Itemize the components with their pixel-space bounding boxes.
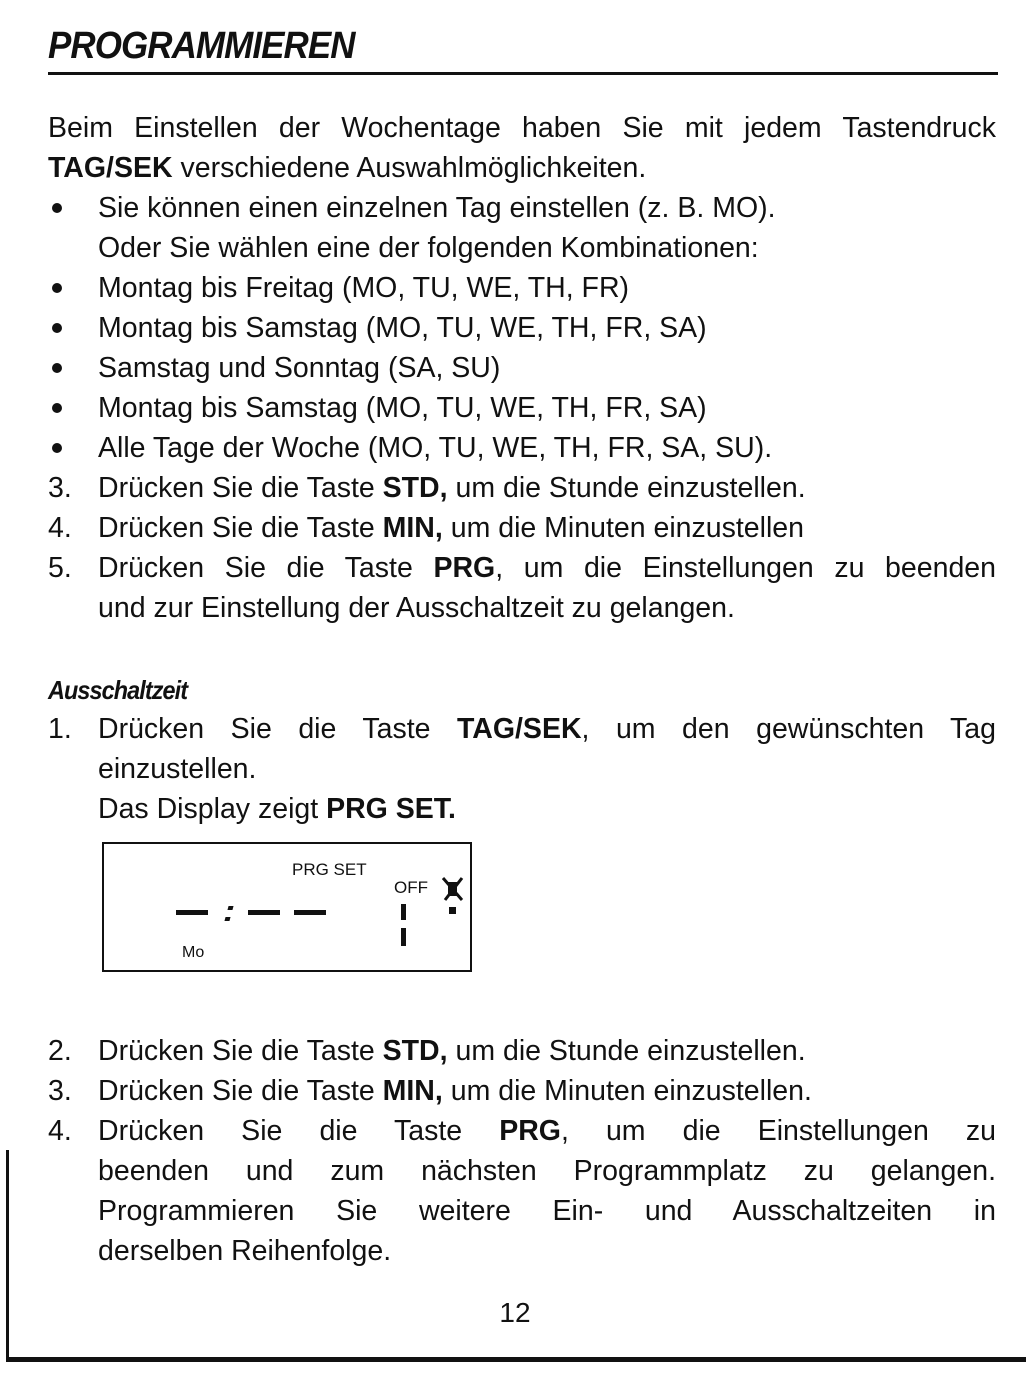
lcd-display-illustration [102,842,472,972]
list-item-text: Alle Tage der Woche (MO, TU, WE, TH, FR, SA, SU). [98,432,773,464]
list-item-text: Montag bis Freitag (MO, TU, WE, TH, FR) [98,272,630,304]
step-item [48,468,996,508]
bullet-icon [52,403,62,413]
step-text [98,508,804,548]
intro-line-1: Beim Einstellen der Wochentage haben Sie mit jedem Tastendruck [48,112,996,144]
step-text-pre: Drücken Sie die Taste [98,512,383,544]
step-item-continuation [48,1191,996,1231]
title-underline [48,72,998,75]
step-text: derselben Reihenfolge. [98,1235,392,1267]
step-text [98,1071,812,1111]
step-text [98,709,996,749]
lcd-dash-segment [248,910,280,915]
step-text-post: um die Stunde einzustellen. [447,1035,806,1067]
bullet-icon [52,363,62,373]
step-text [98,1111,996,1151]
list-item-text: Samstag und Sonntag (SA, SU) [98,352,501,384]
list-item [48,188,996,228]
lcd-prg-set-label: PRG SET [292,860,367,879]
step-text-post: um die Stunde einzustellen. [447,472,806,504]
list-item [48,388,996,428]
bullet-icon [52,283,62,293]
lcd-colon-dot [227,906,233,910]
step-text [98,789,456,829]
lcd-dash-segment [294,910,326,915]
step-text-pre: Drücken Sie die Taste [98,1075,383,1107]
intro-line-2-rest: verschiedene Auswahlmöglichkeiten. [172,152,647,184]
section-heading: Ausschaltzeit [48,675,188,705]
step-text-post: um die Minuten einzustellen. [442,1075,812,1107]
step-item [48,1071,996,1111]
step-text-post: , um die Einstellungen zu beenden [495,552,997,584]
step-item [48,709,996,749]
step-text-post: um die Minuten einzustellen [442,512,805,544]
list-item-text: Sie können einen einzelnen Tag einstellen (z. B. MO). [98,192,776,224]
step-text: Programmieren Sie weitere Ein- und Ausschaltzeiten in [98,1195,996,1227]
key-std: STD, [382,1035,448,1067]
step-text: einzustellen. [98,753,257,785]
list-item [48,348,996,388]
step-item-continuation [48,749,996,789]
step-number: 1. [48,713,72,745]
step-number: 4. [48,512,72,544]
key-min: MIN, [382,1075,443,1107]
lcd-off-symbol-icon [442,876,464,916]
list-item-text: Montag bis Samstag (MO, TU, WE, TH, FR, SA) [98,312,707,344]
lcd-dash-segment [176,910,208,915]
page-bottom-rule [6,1357,1026,1362]
step-text-pre: Drücken Sie die Taste [98,713,457,745]
key-prg: PRG [433,552,496,584]
step-number: 5. [48,552,72,584]
step-item-continuation [48,1151,996,1191]
key-tag-sek: TAG/SEK [48,152,173,184]
bullet-icon [52,443,62,453]
key-tag-sek: TAG/SEK [456,713,582,745]
intro-line-2 [48,148,646,188]
step-item-continuation [48,1231,996,1271]
key-prg: PRG [499,1115,561,1147]
step-number: 4. [48,1115,72,1147]
page-title: PROGRAMMIEREN [48,25,355,67]
step-item-continuation [48,588,996,628]
key-min: MIN, [382,512,443,544]
step-item [48,548,996,588]
list-item [48,268,996,308]
lcd-off-label: OFF [394,878,428,897]
step-text-pre: Drücken Sie die Taste [98,1115,500,1147]
page-edge-line [6,1150,9,1360]
key-prg-set: PRG SET. [326,793,456,825]
step-text-post: , um die Einstellungen zu [560,1115,996,1147]
step-text-pre: Drücken Sie die Taste [98,1035,383,1067]
lcd-colon-dot [224,917,230,921]
list-item [48,428,996,468]
step-item [48,1031,996,1071]
step-item-continuation [48,789,996,829]
list-item-text: Montag bis Samstag (MO, TU, WE, TH, FR, SA) [98,392,707,424]
bullet-icon [52,323,62,333]
step-text-pre: Das Display zeigt [98,793,327,825]
step-text-post: , um den gewünschten Tag [581,713,996,745]
list-item [48,308,996,348]
step-number: 2. [48,1035,72,1067]
step-text: beenden und zum nächsten Programmplatz zu gelangen. [98,1155,996,1187]
step-number: 3. [48,1075,72,1107]
lcd-digit-segment [401,904,406,920]
key-std: STD, [382,472,448,504]
step-item [48,508,996,548]
step-text [98,468,806,508]
lcd-day-label: Mo [182,944,205,961]
list-item-text: Oder Sie wählen eine der folgenden Kombinationen: [98,232,759,264]
bullet-icon [52,203,62,213]
step-text [98,548,996,588]
list-item-continuation [48,228,996,268]
step-number: 3. [48,472,72,504]
step-text-pre: Drücken Sie die Taste [98,552,434,584]
lcd-digit-segment [401,928,406,946]
step-text [98,1031,806,1071]
step-text: und zur Einstellung der Ausschaltzeit zu gelangen. [98,592,735,624]
step-text-pre: Drücken Sie die Taste [98,472,383,504]
page-number: 12 [499,1297,531,1328]
step-item [48,1111,996,1151]
